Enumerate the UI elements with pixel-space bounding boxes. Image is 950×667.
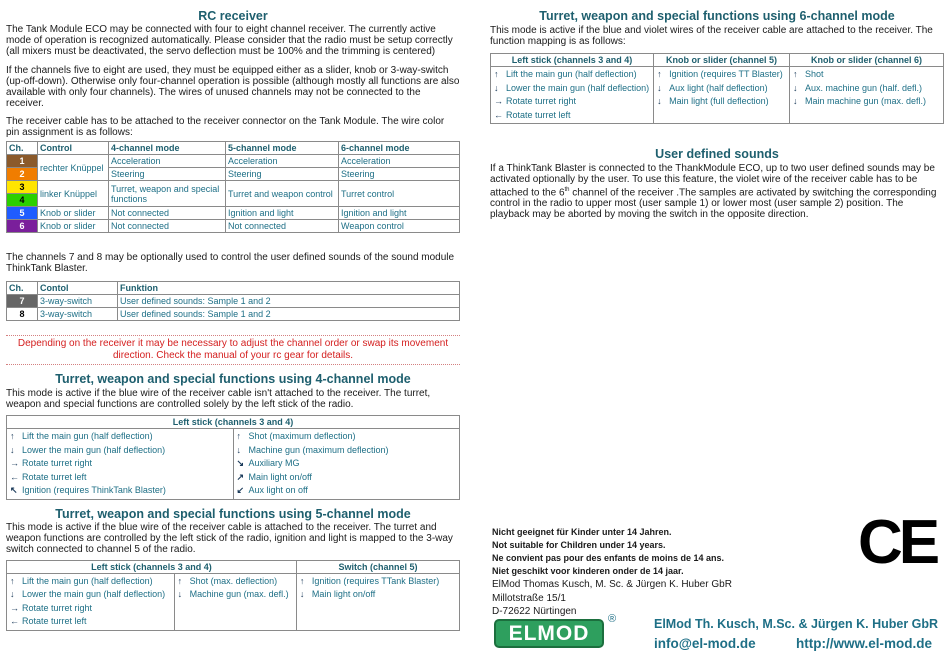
registered-mark: ® xyxy=(608,613,617,625)
arrow-up-right-icon: ↗ xyxy=(236,471,245,482)
mode5-column-2 xyxy=(174,573,296,630)
cell: Acceleration xyxy=(109,155,226,168)
mode5-header-switch: Switch (channel 5) xyxy=(296,560,459,573)
cell: Turret, weapon and special functions xyxy=(109,181,226,207)
header-function: Funktion xyxy=(118,282,460,295)
mode4-table xyxy=(6,415,460,500)
cell: Ignition and light xyxy=(226,207,339,220)
mode4-table-header: Left stick (channels 3 and 4) xyxy=(7,416,460,429)
warning-fr: Ne convient pas pour des enfants de moins de 14 ans. xyxy=(492,553,725,563)
header-control: Contol xyxy=(38,282,118,295)
mode4-description: This mode is active if the blue wire of the receiver cable isn't attached to the receiver. The turret, weapon and special functions are controlled solely by the left stick of the radio. xyxy=(6,388,431,410)
arrow-up-icon: ↑ xyxy=(177,575,183,586)
arrow-down-icon: ↓ xyxy=(10,589,15,599)
arrow-down-icon: ↓ xyxy=(792,96,798,106)
list-item: ↑ Lift the main gun (half deflection) xyxy=(10,430,230,444)
channel-1-badge: 1 xyxy=(7,155,38,168)
list-item: ↓ Main light on/off xyxy=(300,588,456,602)
list-item: ↑ Shot xyxy=(793,68,940,82)
arrow-down-icon: ↓ xyxy=(236,444,241,455)
arrow-down-icon: ↓ xyxy=(657,96,662,106)
arrow-up-left-icon: ↖ xyxy=(10,485,18,495)
cell: User defined sounds: Sample 1 and 2 xyxy=(118,308,460,321)
mode6-heading: Turret, weapon and special functions using 6-channel mode xyxy=(539,9,895,23)
channel-8-badge: 8 xyxy=(7,308,38,321)
warning-de: Nicht geeignet für Kinder unter 14 Jahren. xyxy=(492,527,672,537)
cell: Acceleration xyxy=(339,155,460,168)
list-item: → Rotate turret right xyxy=(494,95,650,109)
channel-5-badge: 5 xyxy=(7,207,38,220)
mode5-header-left-stick: Left stick (channels 3 and 4) xyxy=(7,560,297,573)
arrow-down-icon: ↓ xyxy=(177,589,183,599)
right-column xyxy=(490,0,944,651)
list-item: ↓ Lower the main gun (half deflection) xyxy=(10,588,171,602)
cell: Ignition and light xyxy=(339,207,460,220)
rc-paragraph-2: If the channels five to eight are used, they must be equipped either as a slider, knob or 3-way-switch (up-off-down). Otherwise only four-channel operation is possible (although mostly all functions are also available with only four channels). The wires of unused channels may not be connected to the receiver. xyxy=(6,65,460,109)
user-sounds-description: If a ThinkTank Blaster is connected to the ThankModule ECO, up to two user defined sounds may be activated optionally by the user. To use this feature, the violet wire of the receiver cable has to be attached to the 6th channel of the receiver .The samples are activated by switching the corresponding control in the radio to upper most (user sample 1) or lower most (user sample 2) position. The playback may be aborted by moving the switch in the opposite direction. xyxy=(490,163,937,221)
channel-table-2-header xyxy=(7,282,460,295)
list-item: ← Rotate turret left xyxy=(10,615,171,629)
arrow-up-icon: ↑ xyxy=(10,575,15,586)
mode4-heading: Turret, weapon and special functions using 4-channel mode xyxy=(55,372,411,386)
list-item: ↓ Machine gun (max. defl.) xyxy=(178,588,293,602)
arrow-up-icon: ↑ xyxy=(494,69,499,79)
mode6-column-2 xyxy=(654,67,790,124)
address-city: D-72622 Nürtingen xyxy=(492,606,577,617)
mode5-description: This mode is active if the blue wire of the receiver cable is attached to the receiver. The turret and weapon functions are controlled by the left stick of the radio, ignition and light is mapped to the 3-way switch connected to channel 5 of the radio. xyxy=(6,521,453,555)
rc-paragraph-3: The receiver cable has to be attached to the receiver connector on the Tank Module. The wire color pin assignment is as follows: xyxy=(6,116,445,138)
cell: Not connected xyxy=(109,207,226,220)
mode5-heading: Turret, weapon and special functions using 5-channel mode xyxy=(55,506,411,521)
list-item: ↗ Main light on/off xyxy=(237,471,457,485)
list-item: ↓ Main machine gun (max. defl.) xyxy=(793,95,940,109)
left-column xyxy=(6,0,460,631)
list-item: ↓ Aux light (half deflection) xyxy=(657,82,786,96)
header-6ch: 6-channel mode xyxy=(339,142,460,155)
mode6-column-3 xyxy=(789,67,943,124)
website-link[interactable]: http://www.el-mod.de xyxy=(796,636,932,651)
table-row xyxy=(7,220,460,233)
channel-table xyxy=(6,141,460,233)
user-sounds-heading: User defined sounds xyxy=(655,147,779,161)
list-item: ↑ Ignition (requires TT Blaster) xyxy=(657,68,786,82)
table-row xyxy=(7,207,460,220)
list-item: → Rotate turret right xyxy=(10,602,171,616)
cell: Turret control xyxy=(339,181,460,207)
company-name: ElMod Th. Kusch, M.Sc. & Jürgen K. Huber GbR xyxy=(654,617,939,631)
header-ch: Ch. xyxy=(7,142,38,155)
list-item: ↙ Aux light on off xyxy=(237,484,457,498)
cell: Not connected xyxy=(226,220,339,233)
list-item: ← Rotate turret left xyxy=(494,109,650,123)
arrow-down-right-icon: ↘ xyxy=(236,458,245,468)
table-row xyxy=(7,181,460,194)
arrow-right-icon: → xyxy=(494,96,503,106)
arrow-up-icon: ↑ xyxy=(236,431,241,441)
list-item: → Rotate turret right xyxy=(10,457,230,471)
cell: Steering xyxy=(226,168,339,181)
header-ch: Ch. xyxy=(7,282,38,295)
channel-6-badge: 6 xyxy=(7,220,38,233)
arrow-up-icon: ↑ xyxy=(299,575,305,586)
cell: 3-way-switch xyxy=(38,295,118,308)
arrow-down-icon: ↓ xyxy=(792,82,798,93)
mode4-right-column xyxy=(233,429,460,500)
channel-table-header xyxy=(7,142,460,155)
list-item: ↑ Shot (maximum deflection) xyxy=(237,430,457,444)
mode4-left-column xyxy=(7,429,234,500)
list-item: ↓ Lower the main gun (half deflection) xyxy=(494,82,650,96)
list-item: ↓ Main light (full deflection) xyxy=(657,95,786,109)
arrow-left-icon: ← xyxy=(10,471,19,482)
cell: 3-way-switch xyxy=(38,308,118,321)
cell: Not connected xyxy=(109,220,226,233)
cell: Acceleration xyxy=(226,155,339,168)
arrow-left-icon: ← xyxy=(10,616,19,626)
channel-2-badge: 2 xyxy=(7,168,38,181)
cell: User defined sounds: Sample 1 and 2 xyxy=(118,295,460,308)
mode6-header-channel5: Knob or slider (channel 5) xyxy=(654,54,790,67)
cell: Knob or slider xyxy=(38,207,109,220)
rc-paragraph-1: The Tank Module ECO may be connected with four to eight channel receiver. The currently active mode of operation is recognized automatically. Please consider that the radio must be setup correctly (all mixers must be deactivated, the servo deflection must be 100% and the trimming is centered) xyxy=(6,24,453,57)
list-item: ↑ Ignition (requires TTank Blaster) xyxy=(300,575,456,589)
arrow-right-icon: → xyxy=(10,602,19,613)
warning-en: Not suitable for Children under 14 years. xyxy=(492,540,666,550)
arrow-up-icon: ↑ xyxy=(657,69,662,79)
mode6-header-channel6: Knob or slider (channel 6) xyxy=(789,54,943,67)
cell: Steering xyxy=(339,168,460,181)
email-link[interactable]: info@el-mod.de xyxy=(654,636,756,651)
list-item: ← Rotate turret left xyxy=(10,471,230,485)
arrow-right-icon: → xyxy=(10,458,19,468)
list-item: ↓ Aux. machine gun (half. defl.) xyxy=(793,82,940,96)
header-5ch: 5-channel mode xyxy=(226,142,339,155)
cell: Weapon control xyxy=(339,220,460,233)
mode5-column-3 xyxy=(296,573,459,630)
channel-4-badge: 4 xyxy=(7,194,38,207)
rc-paragraph-4: The channels 7 and 8 may be optionally used to control the user defined sounds of the sound module ThinkTank Blaster. xyxy=(6,252,455,274)
table-row xyxy=(7,155,460,168)
list-item: ↑ Shot (max. deflection) xyxy=(178,575,293,589)
cell: Knob or slider xyxy=(38,220,109,233)
list-item: ↑ Lift the main gun (half deflection) xyxy=(10,575,171,589)
arrow-down-icon: ↓ xyxy=(10,444,15,455)
arrow-down-icon: ↓ xyxy=(657,82,662,93)
channel-table-2 xyxy=(6,281,460,321)
safety-notice xyxy=(492,526,772,619)
mode6-header-left-stick: Left stick (channels 3 and 4) xyxy=(491,54,654,67)
warning-nl: Niet geschikt voor kinderen onder de 14 jaar. xyxy=(492,566,684,576)
table-row xyxy=(7,308,460,321)
arrow-down-icon: ↓ xyxy=(494,82,499,93)
list-item: ↓ Lower the main gun (half deflection) xyxy=(10,444,230,458)
table-row xyxy=(7,295,460,308)
address-company: ElMod Thomas Kusch, M. Sc. & Jürgen K. Huber GbR xyxy=(492,579,732,590)
control-left-stick: linker Knüppel xyxy=(38,181,109,207)
mode5-column-1 xyxy=(7,573,175,630)
channel-3-badge: 3 xyxy=(7,181,38,194)
mode6-column-1 xyxy=(491,67,654,124)
header-4ch: 4-channel mode xyxy=(109,142,226,155)
arrow-up-icon: ↑ xyxy=(10,431,15,441)
cell: Steering xyxy=(109,168,226,181)
list-item: ↑ Lift the main gun (half deflection) xyxy=(494,68,650,82)
receiver-warning: Depending on the receiver it may be necessary to adjust the channel order or swap its movement direction. Check the manual of your rc gear for details. xyxy=(6,335,460,365)
mode6-table xyxy=(490,53,944,124)
arrow-down-icon: ↓ xyxy=(299,589,305,599)
list-item: ↖ Ignition (requires ThinkTank Blaster) xyxy=(10,484,230,498)
control-right-stick: rechter Knüppel xyxy=(38,155,109,181)
list-item: ↘ Auxiliary MG xyxy=(237,457,457,471)
cell: Turret and weapon control xyxy=(226,181,339,207)
channel-7-badge: 7 xyxy=(7,295,38,308)
arrow-up-icon: ↑ xyxy=(792,69,798,79)
ce-mark-icon: CE xyxy=(858,508,937,577)
rc-receiver-heading: RC receiver xyxy=(198,9,268,23)
header-control: Control xyxy=(38,142,109,155)
arrow-left-icon: ← xyxy=(494,109,503,120)
elmod-logo: ELMOD xyxy=(494,619,604,648)
list-item: ↓ Machine gun (maximum deflection) xyxy=(237,444,457,458)
arrow-down-left-icon: ↙ xyxy=(236,485,245,495)
mode5-table xyxy=(6,560,460,631)
address-street: Millotstraße 15/1 xyxy=(492,592,566,604)
mode6-description: This mode is active if the blue and violet wires of the receiver cable are attached to the receiver. The function mapping is as follows: xyxy=(490,25,933,47)
